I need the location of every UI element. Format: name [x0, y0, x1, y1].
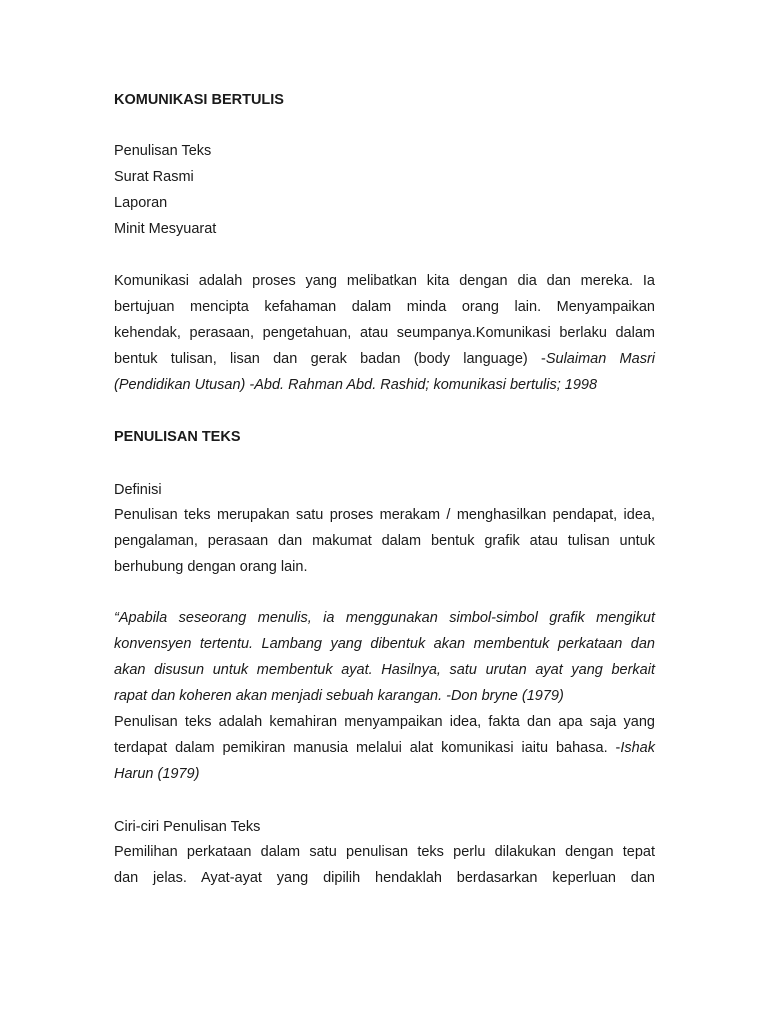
section-heading: PENULISAN TEKS — [114, 429, 241, 445]
citation: Sulaiman Masri — [545, 351, 656, 367]
list-item: Minit Mesyuarat — [114, 221, 217, 237]
definisi-line: pengalaman, perasaan dan makumat dalam bentuk grafik atau tulisan untuk — [114, 533, 655, 549]
kemahiran-line — [114, 735, 655, 761]
intro-line: Komunikasi adalah proses yang melibatkan kita dengan dia dan mereka. Ia — [114, 273, 655, 289]
intro-line: kehendak, perasaan, pengetahuan, atau seumpanya.Komunikasi berlaku dalam — [114, 325, 655, 341]
quote-line: rapat dan koheren akan menjadi sebuah karangan. -Don bryne (1979) — [114, 688, 564, 704]
kemahiran-line — [114, 761, 655, 787]
intro-line — [114, 372, 655, 398]
ciri-line: Pemilihan perkataan dalam satu penulisan teks perlu dilakukan dengan tepat — [114, 844, 655, 860]
intro-line: bertujuan mencipta kefahaman dalam minda orang lain. Menyampaikan — [114, 299, 655, 315]
citation: (Pendidikan Utusan) -Abd. Rahman Abd. Rashid; komunikasi bertulis; 1998 — [114, 377, 598, 393]
list-item: Laporan — [114, 195, 168, 211]
quote-line: konvensyen tertentu. Lambang yang dibentuk akan membentuk perkataan dan — [114, 636, 655, 652]
document-title: KOMUNIKASI BERTULIS — [114, 92, 284, 108]
subheading-ciri: Ciri-ciri Penulisan Teks — [114, 819, 261, 835]
definisi-line: Penulisan teks merupakan satu proses merakam / menghasilkan pendapat, idea, — [114, 507, 655, 523]
quote-line: akan disusun untuk membentuk ayat. Hasilnya, satu urutan ayat yang berkait — [114, 662, 655, 678]
intro-line — [114, 346, 655, 372]
citation: Ishak — [620, 740, 655, 756]
list-item: Surat Rasmi — [114, 169, 194, 185]
list-item: Penulisan Teks — [114, 143, 212, 159]
intro-text: bentuk tulisan, lisan dan gerak badan (body language) - — [114, 351, 546, 367]
ciri-line: dan jelas. Ayat-ayat yang dipilih hendaklah berdasarkan keperluan dan — [114, 870, 655, 886]
citation: Harun (1979) — [114, 766, 200, 782]
definisi-line: berhubung dengan orang lain. — [114, 559, 308, 575]
quote-line: “Apabila seseorang menulis, ia menggunakan simbol-simbol grafik mengikut — [114, 610, 655, 626]
subheading-definisi: Definisi — [114, 482, 162, 498]
kemahiran-line: Penulisan teks adalah kemahiran menyampaikan idea, fakta dan apa saja yang — [114, 714, 655, 730]
kemahiran-text: terdapat dalam pemikiran manusia melalui alat komunikasi iaitu bahasa. - — [114, 740, 621, 756]
